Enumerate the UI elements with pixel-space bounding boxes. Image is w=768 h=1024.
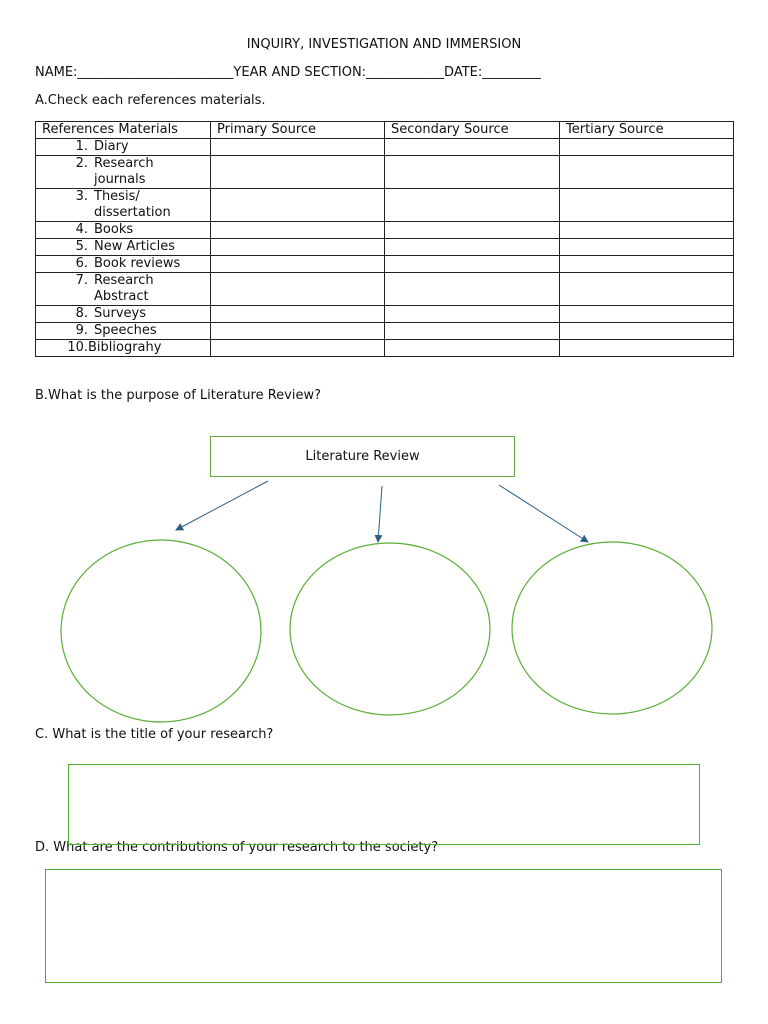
document-title: INQUIRY, INVESTIGATION AND IMMERSION [246,37,522,52]
item-number: 7. [75,273,88,288]
item-label: Speeches [94,323,157,338]
header-primary-source: Primary Source [211,122,385,139]
item-number: 8. [75,306,88,321]
item-label: Bibliograhy [88,340,162,355]
item-label: New Articles [94,239,175,254]
item-number: 5. [75,239,88,254]
header-reference-materials: References Materials [36,122,211,139]
research-title-answer-box[interactable] [68,764,700,845]
item-number: 9. [75,323,88,338]
header-secondary-source: Secondary Source [385,122,560,139]
item-number: 10. [67,340,88,355]
header-tertiary-source: Tertiary Source [560,122,734,139]
arrow-left [176,481,268,530]
item-number: 1. [75,139,88,154]
item-label: Thesis/ dissertation [94,189,171,220]
item-label: Books [94,222,134,237]
section-a-instruction: A.Check each references materials. [35,93,266,108]
purpose-circle-3[interactable] [512,542,712,714]
section-c-question: C. What is the title of your research? [35,727,274,742]
item-number: 4. [75,222,88,237]
item-label: Surveys [94,306,146,321]
section-b-question: B.What is the purpose of Literature Review? [35,388,321,403]
item-number: 3. [75,189,88,204]
student-info-line: NAME:________________________YEAR AND SECTION:____________DATE:_________ [35,65,541,80]
arrow-middle [378,486,382,542]
arrow-right [499,485,588,542]
contributions-answer-box[interactable] [45,869,722,983]
section-d-question: D. What are the contributions of your research to the society? [35,840,439,855]
literature-review-label: Literature Review [305,449,420,464]
item-label: Book reviews [94,256,181,271]
item-number: 6. [75,256,88,271]
item-label: Diary [94,139,129,154]
purpose-circle-2[interactable] [290,543,490,715]
purpose-circle-1[interactable] [61,540,261,722]
item-label: Research Abstract [94,273,154,304]
item-number: 2. [75,156,88,171]
item-label: Research journals [94,156,154,187]
